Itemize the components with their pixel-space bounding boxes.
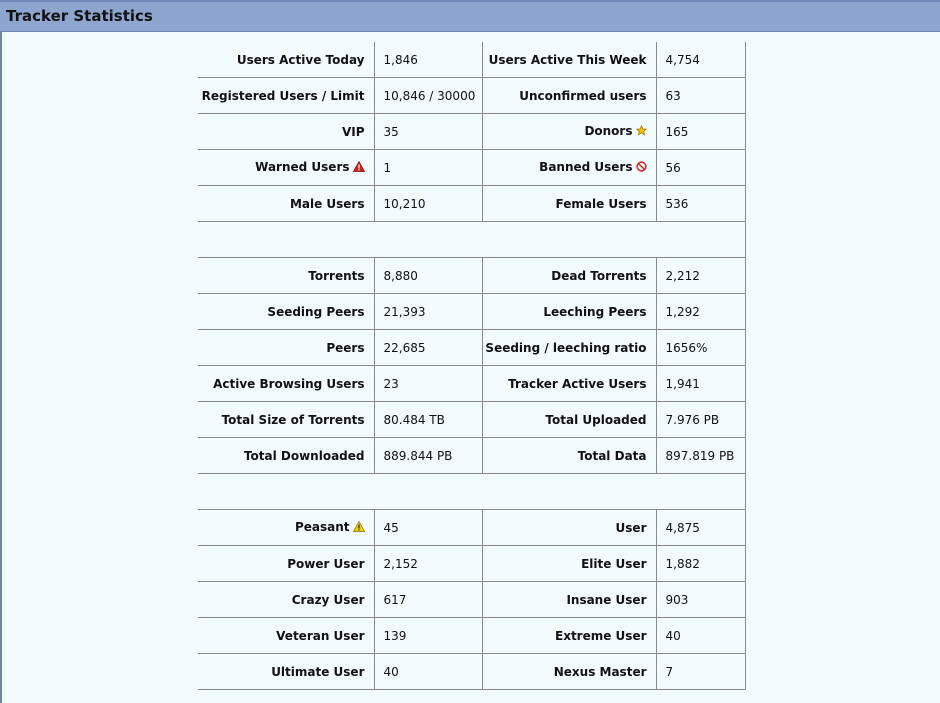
stat-label: Female Users <box>555 196 647 211</box>
stat-label-cell <box>198 258 374 294</box>
page-header <box>0 0 940 32</box>
stat-row <box>198 510 745 546</box>
stat-value: 40 <box>383 664 399 679</box>
stat-label-cell <box>482 186 656 222</box>
stat-label: Total Downloaded <box>243 448 365 463</box>
stat-label: Tracker Active Users <box>508 376 647 391</box>
stat-value-cell <box>374 582 482 618</box>
stat-label: Donors <box>584 124 633 138</box>
stat-label: Seeding Peers <box>267 304 365 319</box>
stat-value: 8,880 <box>383 268 418 283</box>
stat-row <box>198 78 745 114</box>
spacer-cell <box>198 474 745 510</box>
stats-table-body <box>198 42 745 690</box>
stat-label-cell <box>482 654 656 690</box>
stat-label-cell <box>482 258 656 294</box>
stat-label-cell <box>482 402 656 438</box>
stat-value: 2,212 <box>665 268 700 283</box>
stat-row <box>198 42 745 78</box>
stat-label: Extreme User <box>555 628 647 643</box>
stat-label-cell <box>198 330 374 366</box>
stat-value-cell <box>374 654 482 690</box>
stat-value-cell <box>374 186 482 222</box>
stat-value-cell <box>374 294 482 330</box>
stat-value-cell <box>374 78 482 114</box>
stat-value-cell <box>374 42 482 78</box>
stat-value: 903 <box>665 592 689 607</box>
stat-label-cell <box>198 582 374 618</box>
stat-row <box>198 582 745 618</box>
stat-value-cell <box>656 294 745 330</box>
stat-label-cell <box>482 546 656 582</box>
stat-label: Active Browsing Users <box>213 376 365 391</box>
stat-value: 7 <box>665 664 674 679</box>
stat-row <box>198 402 745 438</box>
star-icon <box>636 125 647 139</box>
stat-value: 889.844 PB <box>383 448 453 463</box>
stat-label: Veteran User <box>276 628 365 643</box>
stat-value-cell <box>374 114 482 150</box>
stat-value: 22,685 <box>383 340 426 355</box>
stat-value-cell <box>374 258 482 294</box>
stat-value: 1,882 <box>665 556 700 571</box>
stat-label: Users Active This Week <box>488 52 647 67</box>
stat-label-cell <box>198 438 374 474</box>
stat-label: Seeding / leeching ratio <box>485 340 647 355</box>
stat-label-cell <box>198 78 374 114</box>
stat-label-cell <box>482 78 656 114</box>
stat-label: Male Users <box>289 196 365 211</box>
stat-value-cell <box>656 114 745 150</box>
stat-label: Registered Users / Limit <box>201 88 365 103</box>
stat-label: Nexus Master <box>553 664 647 679</box>
stat-label: User <box>615 520 647 535</box>
stats-table <box>198 42 746 690</box>
stat-label-cell <box>198 510 374 546</box>
stat-value: 617 <box>383 592 407 607</box>
stat-value-cell <box>656 618 745 654</box>
stat-value: 139 <box>383 628 407 643</box>
stat-value-cell <box>656 546 745 582</box>
stat-value: 165 <box>665 124 689 139</box>
stat-value-cell <box>656 438 745 474</box>
stat-label-cell <box>482 330 656 366</box>
stat-label-cell <box>482 114 656 150</box>
stat-label-cell <box>198 546 374 582</box>
stat-label-cell <box>482 618 656 654</box>
stat-value-cell <box>656 78 745 114</box>
section-spacer <box>198 474 745 510</box>
stat-label: Ultimate User <box>271 664 365 679</box>
stat-value: 80.484 TB <box>383 412 445 427</box>
stat-value: 1,292 <box>665 304 700 319</box>
stat-value-cell <box>374 546 482 582</box>
stat-row <box>198 150 745 186</box>
stat-value-cell <box>374 402 482 438</box>
stat-value-cell <box>374 438 482 474</box>
stat-value: 1,941 <box>665 376 700 391</box>
stat-label-cell <box>482 582 656 618</box>
stat-label-cell <box>482 438 656 474</box>
warning-yellow-icon <box>353 521 365 535</box>
stat-value: 21,393 <box>383 304 426 319</box>
stat-label: Total Data <box>577 448 647 463</box>
stat-label: Leeching Peers <box>543 304 647 319</box>
stat-value-cell <box>656 258 745 294</box>
stat-value-cell <box>374 618 482 654</box>
stat-value-cell <box>656 366 745 402</box>
section-spacer <box>198 222 745 258</box>
stat-value: 10,846 / 30000 <box>383 88 476 103</box>
stat-label-cell <box>482 294 656 330</box>
stat-label: Users Active Today <box>236 52 365 67</box>
stat-value: 7.976 PB <box>665 412 720 427</box>
stat-label: Insane User <box>566 592 647 607</box>
stat-row <box>198 438 745 474</box>
stat-value: 10,210 <box>383 196 426 211</box>
stat-value: 1 <box>383 160 392 175</box>
stat-row <box>198 366 745 402</box>
stat-label-cell <box>482 42 656 78</box>
stat-label: Unconfirmed users <box>519 88 647 103</box>
stat-label-cell <box>198 150 374 186</box>
stat-label-cell <box>198 618 374 654</box>
frame-border <box>0 32 2 703</box>
stat-value: 897.819 PB <box>665 448 735 463</box>
stat-value-cell <box>656 402 745 438</box>
stat-label: Peers <box>326 340 365 355</box>
stat-label-cell <box>198 186 374 222</box>
stat-label: Peasant <box>294 520 350 534</box>
stat-label-cell <box>198 654 374 690</box>
stat-label: Warned Users <box>255 160 350 174</box>
stat-value: 56 <box>665 160 681 175</box>
stat-label: Total Size of Torrents <box>221 412 365 427</box>
stat-value: 1,846 <box>383 52 418 67</box>
stat-label: Power User <box>287 556 365 571</box>
stat-value: 4,875 <box>665 520 700 535</box>
stat-label: Crazy User <box>291 592 365 607</box>
stat-label: Elite User <box>581 556 647 571</box>
stat-label-cell <box>482 366 656 402</box>
stat-label-cell <box>198 366 374 402</box>
stat-value: 1656% <box>665 340 708 355</box>
stat-value-cell <box>656 42 745 78</box>
stat-value-cell <box>656 330 745 366</box>
stat-label: Dead Torrents <box>551 268 647 283</box>
stat-label-cell <box>198 114 374 150</box>
stat-row <box>198 114 745 150</box>
stat-label: Banned Users <box>539 160 633 174</box>
stat-value-cell <box>374 366 482 402</box>
stat-value-cell <box>656 582 745 618</box>
banned-icon <box>636 161 647 175</box>
stat-label-cell <box>482 150 656 186</box>
stat-label-cell <box>198 402 374 438</box>
stat-label: Torrents <box>308 268 365 283</box>
stat-value-cell <box>374 510 482 546</box>
spacer-cell <box>198 222 745 258</box>
stat-row <box>198 186 745 222</box>
stat-value-cell <box>374 150 482 186</box>
stat-row <box>198 654 745 690</box>
stat-value-cell <box>656 510 745 546</box>
stat-row <box>198 330 745 366</box>
page-title: Tracker Statistics <box>6 7 153 25</box>
stat-value: 2,152 <box>383 556 418 571</box>
stat-value: 35 <box>383 124 399 139</box>
stat-label-cell <box>482 510 656 546</box>
warning-red-icon <box>353 161 365 175</box>
stat-label-cell <box>198 294 374 330</box>
stat-value-cell <box>656 654 745 690</box>
stat-row <box>198 294 745 330</box>
stat-label: Total Uploaded <box>545 412 647 427</box>
stat-value-cell <box>656 186 745 222</box>
stat-value: 536 <box>665 196 689 211</box>
stat-row <box>198 618 745 654</box>
stat-value: 4,754 <box>665 52 700 67</box>
stat-value-cell <box>656 150 745 186</box>
stat-value-cell <box>374 330 482 366</box>
stat-value: 45 <box>383 520 399 535</box>
stat-row <box>198 258 745 294</box>
stat-label-cell <box>198 42 374 78</box>
stat-row <box>198 546 745 582</box>
stat-value: 40 <box>665 628 681 643</box>
stat-value: 63 <box>665 88 681 103</box>
stat-value: 23 <box>383 376 399 391</box>
stat-label: VIP <box>341 124 365 139</box>
